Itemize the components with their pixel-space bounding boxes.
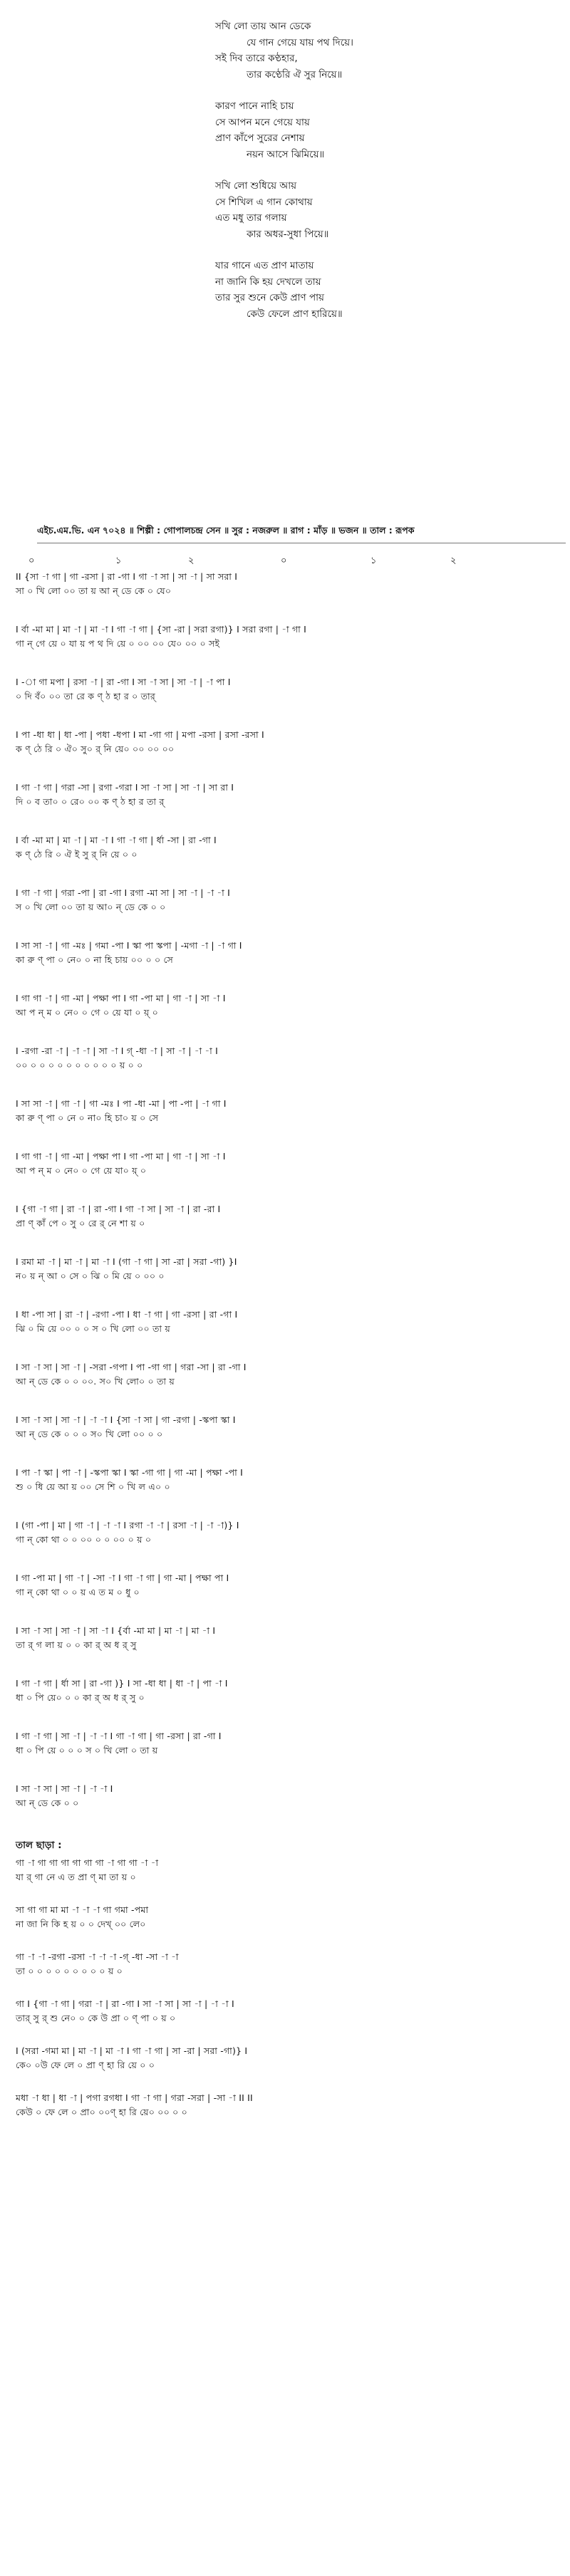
section-title: তাল ছাড়া : — [16, 1840, 62, 1851]
notation-row — [16, 1677, 564, 1729]
notation-row — [16, 1903, 564, 1950]
lyrics-line: তার কণ্ঠেরি ঐ সুর নিয়ে॥ — [247, 68, 343, 80]
notation-rows — [16, 570, 564, 1835]
lyrics-line: সখি লো তায় আন ডেকে — [215, 21, 311, 32]
swaralipi-line: I ধা -পা সা | রা -া | -রগা -পা I ধা -া গা | গা -রসা | রা -গা I — [16, 1309, 238, 1320]
lyric-syllables: আ প ন্ ম ০ নে০ ০ গে ০ য়ে যা ০ য়্ ০ — [16, 1007, 158, 1018]
notation-row — [16, 1571, 564, 1624]
swaralipi-line: I -া গা মপা | রসা -া | রা -গা I সা -া সা | সা -া | -া পা I — [16, 677, 231, 687]
lyrics-line: কারণ পানে নাহি চায় — [215, 100, 294, 112]
swaralipi-line: I {গা -া গা | রা -া | রা -গা I গা -া সা | সা -া | রা -রা I — [16, 1204, 221, 1214]
swaralipi-line: I সা -া সা | সা -া | -া -া I — [16, 1783, 113, 1794]
lyrics-line: তার সুর শুনে কেউ প্রাণ পায় — [215, 292, 324, 303]
lyrics-line: সে আপন মনে গেয়ে যায় — [215, 116, 310, 128]
lyric-syllables: যা র্ গা নে এ ত প্রা ণ্ মা তা য় ০ — [16, 1872, 136, 1882]
swaralipi-line: গা -া গা গা গা গা গা গা -া গা গা -া -া — [16, 1857, 159, 1868]
notation-row — [16, 675, 564, 728]
notation-row — [16, 1413, 564, 1466]
notation-row — [16, 1308, 564, 1360]
beat-number: ২ — [450, 556, 457, 566]
notation-row — [16, 1782, 564, 1835]
lyrics-line: নয়ন আসে ঝিমিয়ে॥ — [247, 148, 325, 160]
lyrics-line: যে গান গেয়ে যায় পথ দিয়ে। — [247, 36, 353, 48]
recording-info: এইচ.এম.ভি. এন ৭০২৪ ॥ শিল্পী : গোপালচন্দ্র সেন ॥ সুর : নজরুল ॥ রাগ : মাঁড় ॥ ভজন ॥ তাল : রূপক — [37, 525, 415, 536]
notation-row — [16, 728, 564, 781]
notation-row — [16, 1624, 564, 1677]
notation-row — [16, 833, 564, 886]
lyrics-line: কার অধর-সুধা পিয়ে॥ — [247, 228, 329, 240]
lyric-syllables: না জা নি কি হ য় ০ ০ দেখ্ ০০ লে০ — [16, 1919, 146, 1929]
lyric-syllables: দি ০ ব তা০ ০ রে০ ০০ ক ণ্ ঠ হা র তা র্ — [16, 796, 165, 807]
lyric-syllables: ঝি ০ মি য়ে ০০ ০ ০ স ০ খি লো ০০ তা য় — [16, 1323, 170, 1334]
lyric-syllables: গা ন্ গে য়ে ০ যা য় প থ দি য়ে ০ ০০ ০০ যে০ ০০ ০ সই — [16, 638, 220, 649]
swaralipi-line: I রমা মা -া | মা -া | মা -া I (গা -া গা | সা -রা | সরা -গা) }I — [16, 1256, 237, 1267]
beat-number: ০ — [281, 556, 287, 566]
notation-row — [16, 1149, 564, 1202]
swaralipi-line: I গা -া গা | সা -া | -া -া I গা -া গা | গা -রসা | রা -গা I — [16, 1731, 222, 1741]
swaralipi-line: I সা -া সা | সা -া | সা -া I {র্বা -মা মা | মা -া | মা -া I — [16, 1625, 216, 1636]
notation-row — [16, 1950, 564, 1997]
notation-row — [16, 886, 564, 939]
swaralipi-line: গা I {গা -া গা | গরা -া | রা -গা I সা -া সা | সা -া | -া -া I — [16, 1998, 234, 2009]
beat-number: ১ — [370, 556, 377, 566]
swaralipi-line: I গা -পা মা | গা -া | -সা -া I গা -া গা | গা -মা | পক্ষা পা I — [16, 1573, 229, 1583]
beat-number: ০ — [28, 556, 35, 566]
lyrics-line: সখি লো শুধিয়ে আয় — [215, 180, 297, 192]
lyric-syllables: গা ন্ কো থা ০ ০ ০০ ০ ০ ০০ ০ য় ০ — [16, 1534, 152, 1545]
swaralipi-line: গা -া -া -রগা -রসা -া -া -া -গ্ -ধা -সা -া -া — [16, 1951, 179, 1962]
swaralipi-line: সা গা গা মা মা -া -া -া গা গমা -পমা — [16, 1904, 149, 1915]
lyric-syllables: ক ণ্ ঠে রি ০ ঐ০ সু০ র্ নি য়ে০ ০০ ০০ ০০ — [16, 744, 175, 754]
lyric-syllables: কে০ ০উ ফে লে ০ প্রা ণ্ হা রি য়ে ০ ০ — [16, 2060, 155, 2070]
lyrics-line: না জানি কি হয় দেখলে তায় — [215, 276, 321, 288]
free-rhythm-rows — [16, 1856, 564, 2138]
swaralipi-line: I গা গা -া | গা -মা | পক্ষা পা I গা -পা মা | গা -া | সা -া I — [16, 993, 226, 1003]
swaralipi-line: মধা -া ধা | ধা -া | পগা রগধা I গা -া গা | গরা -সরা | -সা -া II II — [16, 2092, 253, 2103]
notation-row — [16, 622, 564, 675]
notation-row — [16, 1360, 564, 1413]
lyrics-line: এত মধু তার গলায় — [215, 212, 287, 224]
notation-row — [16, 570, 564, 622]
lyrics-stanza-2 — [215, 98, 543, 162]
lyrics-stanza-4 — [215, 258, 543, 322]
lyrics-stanza-3 — [215, 178, 543, 242]
lyrics-stanza-1 — [215, 19, 543, 83]
beat-number: ১ — [115, 556, 122, 566]
lyric-syllables: প্রা ণ্ কাঁ পে ০ সু ০ রে র্ নে শা য় ০ — [16, 1218, 145, 1229]
notation-row — [16, 2044, 564, 2091]
swaralipi-line: I সা সা -া | গা -মঃ | গমা -পা I স্কা পা স্কপা | -মগা -া | -া গা I — [16, 940, 242, 951]
notation-row — [16, 1518, 564, 1571]
swaralipi-line: I পা -া স্কা | পা -া | -স্কপা স্কা I স্কা -গা গা | গা -মা | পক্ষা -পা I — [16, 1467, 243, 1478]
lyric-syllables: আ প ন্ ম ০ নে০ ০ গে য়ে যা০ য়্ ০ — [16, 1165, 147, 1176]
lyric-syllables: তা ০ ০ ০ ০ ০ ০ ০ ০ ০ য় ০ — [16, 1966, 123, 1976]
notation-row — [16, 1466, 564, 1518]
swaralipi-line: I (সরা -গমা মা | মা -া | মা -া I গা -া গা | সা -রা | সরা -গা)} I — [16, 2045, 248, 2056]
notation-body — [16, 548, 564, 2138]
lyric-syllables: কেউ ০ ফে লে ০ প্রা০ ০০ণ্ হা রি য়ে০ ০০ ০ ০ — [16, 2107, 187, 2117]
lyric-syllables: আ ন্ ডে কে ০ ০ — [16, 1798, 79, 1808]
lyrics-line: যার গানে এত প্রাণ মাতায় — [215, 260, 314, 271]
lyric-syllables: ধা ০ পি য়ে০ ০ ০ কা র্ অ ধ র্ সু ০ — [16, 1692, 145, 1703]
notation-row — [16, 1097, 564, 1149]
notation-row — [16, 1856, 564, 1903]
lyrics-line: সে শিখিল এ গান কোথায় — [215, 196, 313, 208]
notation-row — [16, 2091, 564, 2138]
song-lyrics — [215, 19, 543, 338]
beat-number: ২ — [188, 556, 195, 566]
lyric-syllables: কা রু ণ্ পা ০ নে ০ না০ হি চা০ য় ০ সে — [16, 1112, 159, 1123]
lyric-syllables: তা র্ গ লা য় ০ ০ কা র্ অ ধ র্ সু — [16, 1639, 137, 1650]
swaralipi-line: I পা -ধা ধা | ধা -পা | পধা -ধপা I মা -গা গা | মপা -রসা | রসা -রসা I — [16, 729, 264, 740]
notation-row — [16, 781, 564, 833]
swaralipi-line: II {সা -া গা | গা -রসা | রা -গা I গা -া সা | সা -া | সা সরা I — [16, 571, 238, 582]
lyric-syllables: আ ন্ ডে কে ০ ০ ০০. স০ খি লো০ ০ তা য় — [16, 1376, 175, 1387]
swaralipi-line: I র্বা -মা মা | মা -া | মা -া I গা -া গা | {সা -রা | সরা রগা)} I সরা রগা | -া গা I — [16, 624, 307, 635]
lyric-syllables: তার্ সু র্ শু নে০ ০ কে উ প্রা ০ ণ্ পা ০ য় ০ — [16, 2013, 176, 2023]
notation-row — [16, 1202, 564, 1255]
lyric-syllables: গা ন্ কো থা ০ ০ য় এ ত ম ০ ধু ০ — [16, 1587, 140, 1597]
swaralipi-line: I সা -া সা | সা -া | -সরা -গপা I পা -গা গা | গরা -সা | রা -গা I — [16, 1362, 247, 1372]
swaralipi-line: I সা সা -া | গা -া | গা -মঃ I পা -ধা -মা | পা -পা | -া গা I — [16, 1098, 227, 1109]
notation-row — [16, 1044, 564, 1097]
lyric-syllables: ০ দি বঁ০ ০০ তা রে ক ণ্ ঠ হা র ০ তার্ — [16, 691, 155, 702]
swaralipi-line: I র্বা -মা মা | মা -া | মা -া I গা -া গা | র্ধা -সা | রা -গা I — [16, 835, 217, 845]
lyrics-line: প্রাণ কাঁপে সুরের নেশায় — [215, 132, 305, 144]
notation-row — [16, 939, 564, 991]
lyric-syllables: শু ০ ধি য়ে আ য় ০০ সে শি ০ খি ল এ০ ০ — [16, 1481, 170, 1492]
lyric-syllables: ০০ ০ ০ ০ ০ ০ ০ ০ ০ ০ ০ য় ০ ০ — [16, 1060, 143, 1070]
notation-row — [16, 1255, 564, 1308]
swaralipi-line: I সা -া সা | সা -া | -া -া I {সা -া সা | গা -রগা | -স্কপা স্কা I — [16, 1414, 236, 1425]
swaralipi-line: I (গা -পা | মা | গা -া | -া -া I রগা -া -া | রসা -া | -া -া)} I — [16, 1520, 239, 1531]
beat-numbers — [16, 548, 564, 570]
lyric-syllables: কা রু ণ্ পা ০ নে০ ০ না হি চায় ০০ ০ ০ সে — [16, 954, 173, 965]
lyric-syllables: ন০ য় ন্ আ ০ সে ০ ঝি ০ মি য়ে ০ ০০ ০ — [16, 1271, 165, 1281]
lyric-syllables: ধা ০ পি য়ে ০ ০ ০ স ০ খি লো ০ তা য় — [16, 1745, 158, 1756]
swaralipi-line: I গা -া গা | গরা -পা | রা -গা I রগা -মা সা | সা -া | -া -া I — [16, 887, 231, 898]
swaralipi-line: I -রগা -রা -া | -া -া | সা -া I গ্ -ধা -া | সা -া | -া -া I — [16, 1045, 219, 1056]
notation-row — [16, 1729, 564, 1782]
notation-row — [16, 1997, 564, 2044]
notation-row — [16, 991, 564, 1044]
swaralipi-line: I গা গা -া | গা -মা | পক্ষা পা I গা -পা মা | গা -া | সা -া I — [16, 1151, 226, 1162]
lyrics-line: কেউ ফেলে প্রাণ হারিয়ে॥ — [247, 308, 343, 320]
lyric-syllables: সা ০ খি লো ০০ তা য় আ ন্ ডে কে ০ যে০ — [16, 585, 172, 596]
lyric-syllables: স ০ খি লো ০০ তা য় আ০ ন্ ডে কে ০ ০ — [16, 902, 166, 912]
lyric-syllables: ক ণ্ ঠে রি ০ ঐ ই সু র্ নি য়ে ০ ০ — [16, 849, 138, 860]
lyrics-line: সই দিব তারে কণ্ঠহার, — [215, 53, 298, 64]
swaralipi-line: I গা -া গা | র্ধা সা | রা -গা )} I সা -ধা ধা | ধা -া | পা -া I — [16, 1678, 228, 1689]
swaralipi-line: I গা -া গা | গরা -সা | রগা -গরা I সা -া সা | সা -া | সা রা I — [16, 782, 234, 793]
lyric-syllables: আ ন্ ডে কে ০ ০ ০ স০ খি লো ০০ ০ ০ — [16, 1429, 163, 1439]
